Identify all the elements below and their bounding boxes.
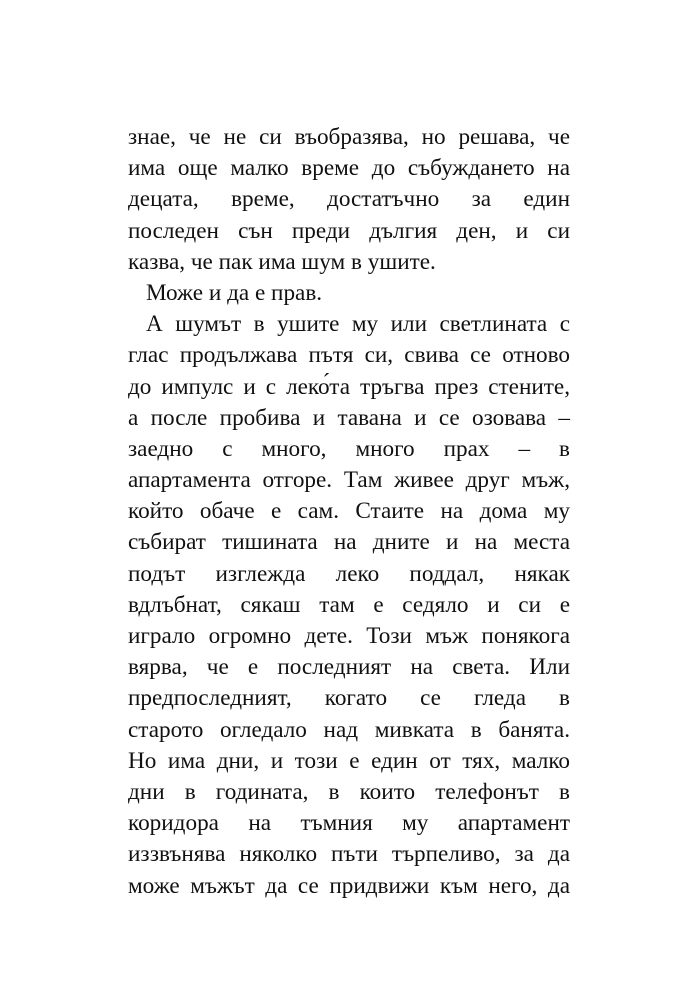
- text-line: Но има дни, и този е един от тях, малко: [128, 747, 570, 774]
- text-line: който обаче е сам. Стаите на дома му: [128, 498, 570, 525]
- paragraph-first-line: А шумът в ушите му или светлината с: [146, 311, 570, 338]
- text-line: предпоследният, когато се гледа в: [128, 685, 570, 712]
- text-line: заедно с много, много прах – в: [128, 435, 570, 462]
- text-line: дни в годината, в които телефонът в: [128, 778, 570, 805]
- text-line: има още малко време до събуждането на: [128, 155, 570, 182]
- text-line: вярва, че е последният на света. Или: [128, 654, 570, 681]
- text-line: казва, че пак има шум в ушите.: [128, 248, 436, 275]
- text-line: коридора на тъмния му апартамент: [128, 810, 570, 837]
- text-line: играло огромно дете. Този мъж понякога: [128, 623, 570, 649]
- text-line: децата, време, достатъчно за един: [128, 186, 570, 213]
- text-line: може мъжът да се придвижи към него, да: [128, 872, 570, 899]
- text-line: вдлъбнат, сякаш там е седяло и си е: [128, 591, 570, 618]
- text-line: подът изглежда леко поддал, някак: [128, 560, 570, 587]
- paragraph-first-line: Може и да е прав.: [146, 279, 323, 306]
- text-line: до импулс и с леко́та тръгва през стените,: [128, 373, 570, 400]
- text-line: знае, че не си въобразява, но решава, че: [128, 124, 570, 150]
- text-line: а после пробива и тавана и се озовава –: [128, 404, 570, 431]
- text-line: старото огледало над мивката в банята.: [128, 716, 570, 743]
- text-line: апартамента отгоре. Там живее друг мъж,: [128, 467, 570, 494]
- text-line: събират тишината на дните и на места: [128, 529, 570, 556]
- body-text: [128, 122, 570, 902]
- text-line: последен сън преди дългия ден, и си: [128, 217, 570, 244]
- text-line: глас продължава пътя си, свива се отново: [128, 342, 570, 369]
- text-line: иззвънява няколко пъти търпеливо, за да: [128, 841, 570, 868]
